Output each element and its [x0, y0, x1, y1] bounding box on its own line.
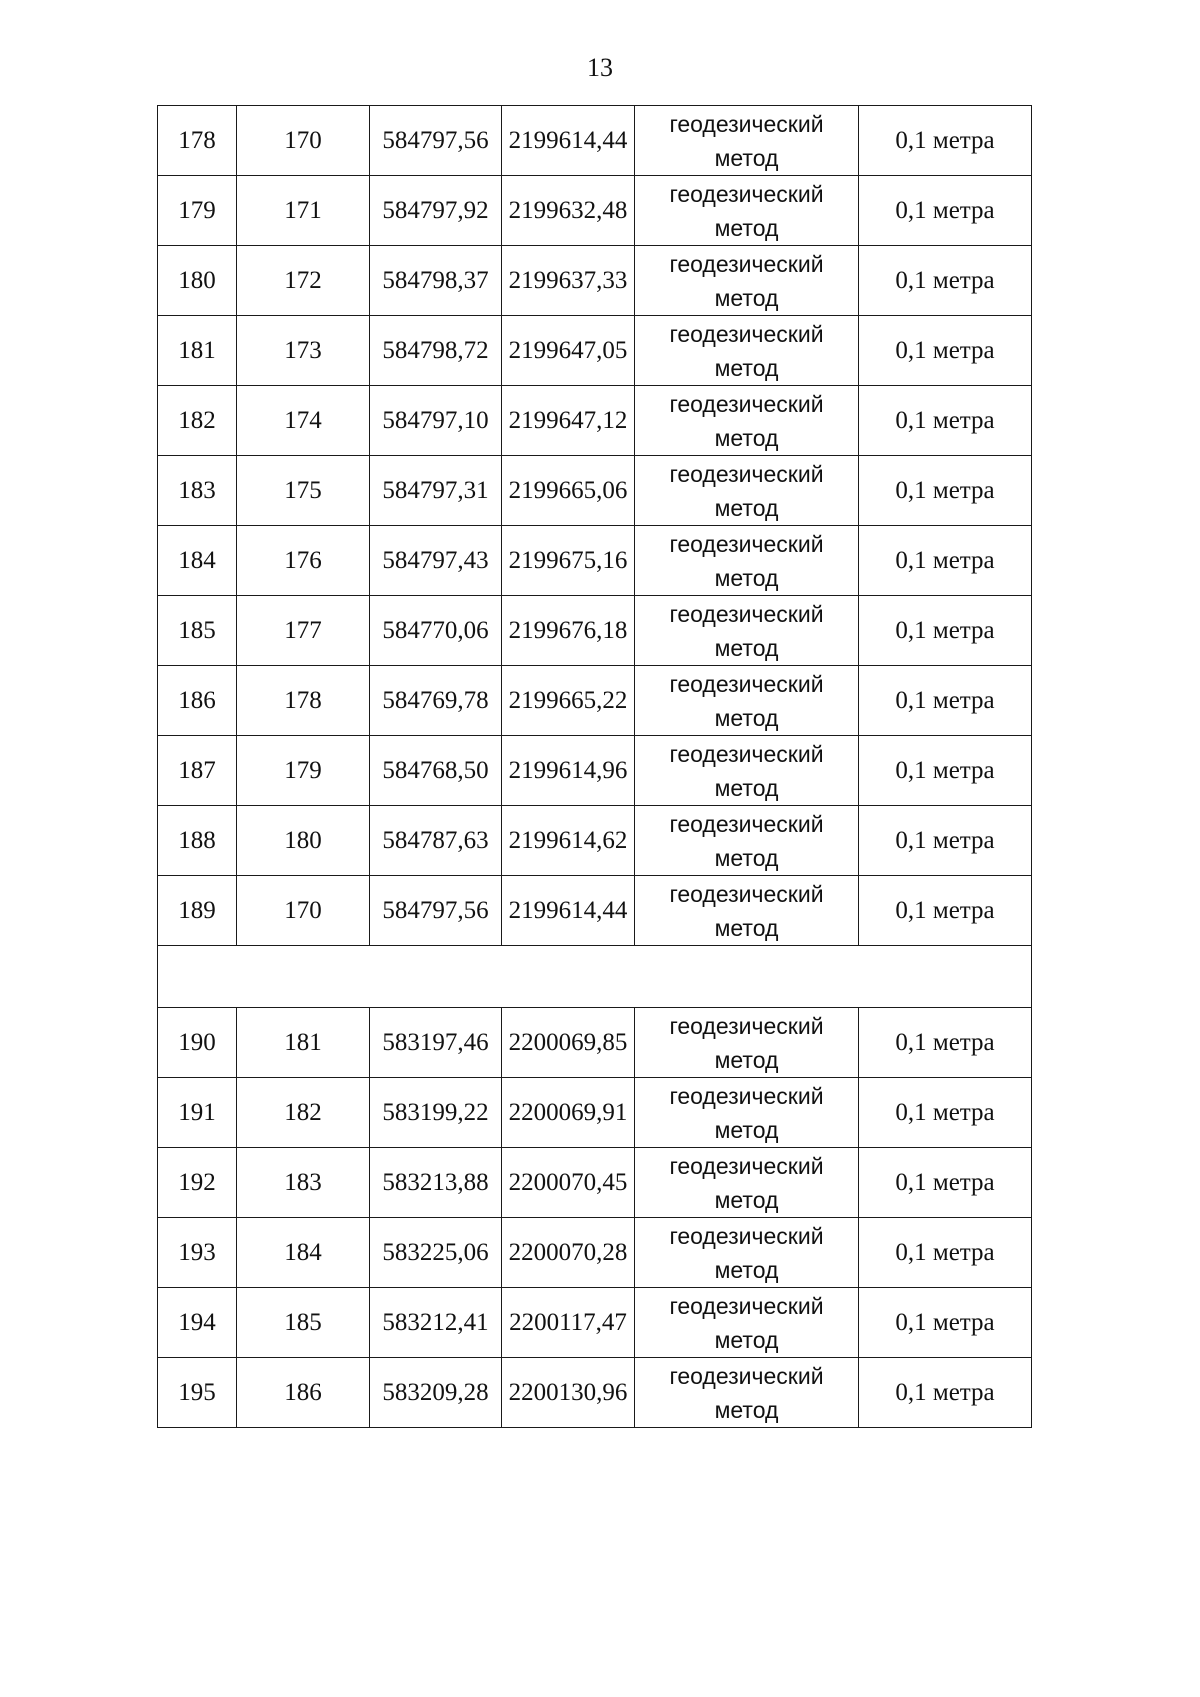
table-row — [158, 1288, 1032, 1358]
method-cell — [635, 1008, 859, 1078]
point-number-cell: 185 — [237, 1288, 370, 1358]
table-row — [158, 1078, 1032, 1148]
table-row — [158, 246, 1032, 316]
table-row — [158, 736, 1032, 806]
x-coordinate-cell: 583225,06 — [370, 1218, 502, 1288]
x-coordinate-cell: 584797,56 — [370, 106, 502, 176]
method-line-1: геодезический — [669, 1292, 824, 1319]
table-row — [158, 1218, 1032, 1288]
method-line-2: метод — [714, 284, 779, 311]
y-coordinate-cell: 2199614,62 — [502, 806, 635, 876]
table-row — [158, 1148, 1032, 1218]
method-line-2: метод — [714, 1046, 779, 1073]
accuracy-cell: 0,1 метра — [859, 386, 1032, 456]
x-coordinate-cell: 583199,22 — [370, 1078, 502, 1148]
method-cell — [635, 1288, 859, 1358]
x-coordinate-cell: 583209,28 — [370, 1358, 502, 1428]
method-cell — [635, 176, 859, 246]
x-coordinate-cell: 584768,50 — [370, 736, 502, 806]
x-coordinate-cell: 584797,92 — [370, 176, 502, 246]
row-number-cell: 184 — [158, 526, 237, 596]
method-cell — [635, 1078, 859, 1148]
row-number-cell: 180 — [158, 246, 237, 316]
point-number-cell: 183 — [237, 1148, 370, 1218]
method-line-1: геодезический — [669, 250, 824, 277]
table-row — [158, 386, 1032, 456]
method-cell — [635, 386, 859, 456]
method-line-2: метод — [714, 634, 779, 661]
point-number-cell: 176 — [237, 526, 370, 596]
row-number-cell: 194 — [158, 1288, 237, 1358]
accuracy-cell: 0,1 метра — [859, 526, 1032, 596]
accuracy-cell: 0,1 метра — [859, 596, 1032, 666]
table-row — [158, 1008, 1032, 1078]
point-number-cell: 178 — [237, 666, 370, 736]
y-coordinate-cell: 2199614,44 — [502, 876, 635, 946]
y-coordinate-cell: 2200069,91 — [502, 1078, 635, 1148]
point-number-cell: 175 — [237, 456, 370, 526]
x-coordinate-cell: 583213,88 — [370, 1148, 502, 1218]
method-line-1: геодезический — [669, 1012, 824, 1039]
method-line-2: метод — [714, 1326, 779, 1353]
y-coordinate-cell: 2200069,85 — [502, 1008, 635, 1078]
method-line-2: метод — [714, 214, 779, 241]
point-number-cell: 181 — [237, 1008, 370, 1078]
separator-cell — [158, 946, 1032, 1008]
point-number-cell: 170 — [237, 106, 370, 176]
method-line-2: метод — [714, 1396, 779, 1423]
accuracy-cell: 0,1 метра — [859, 1008, 1032, 1078]
row-number-cell: 195 — [158, 1358, 237, 1428]
method-line-1: геодезический — [669, 390, 824, 417]
point-number-cell: 179 — [237, 736, 370, 806]
table-row — [158, 1358, 1032, 1428]
point-number-cell: 174 — [237, 386, 370, 456]
table-row — [158, 666, 1032, 736]
row-number-cell: 178 — [158, 106, 237, 176]
accuracy-cell: 0,1 метра — [859, 106, 1032, 176]
method-line-2: метод — [714, 1116, 779, 1143]
x-coordinate-cell: 584797,56 — [370, 876, 502, 946]
point-number-cell: 184 — [237, 1218, 370, 1288]
method-cell — [635, 666, 859, 736]
point-number-cell: 180 — [237, 806, 370, 876]
y-coordinate-cell: 2199632,48 — [502, 176, 635, 246]
accuracy-cell: 0,1 метра — [859, 1218, 1032, 1288]
method-cell — [635, 736, 859, 806]
accuracy-cell: 0,1 метра — [859, 176, 1032, 246]
y-coordinate-cell: 2199647,05 — [502, 316, 635, 386]
method-line-2: метод — [714, 1256, 779, 1283]
method-line-2: метод — [714, 844, 779, 871]
y-coordinate-cell: 2199614,96 — [502, 736, 635, 806]
method-line-2: метод — [714, 1186, 779, 1213]
x-coordinate-cell: 584797,43 — [370, 526, 502, 596]
method-cell — [635, 876, 859, 946]
method-line-1: геодезический — [669, 600, 824, 627]
x-coordinate-cell: 584798,37 — [370, 246, 502, 316]
x-coordinate-cell: 583197,46 — [370, 1008, 502, 1078]
point-number-cell: 182 — [237, 1078, 370, 1148]
table-row — [158, 316, 1032, 386]
y-coordinate-cell: 2199676,18 — [502, 596, 635, 666]
method-cell — [635, 1218, 859, 1288]
table-row — [158, 596, 1032, 666]
method-cell — [635, 1148, 859, 1218]
method-cell — [635, 316, 859, 386]
method-line-1: геодезический — [669, 320, 824, 347]
method-line-1: геодезический — [669, 530, 824, 557]
accuracy-cell: 0,1 метра — [859, 876, 1032, 946]
method-cell — [635, 596, 859, 666]
row-number-cell: 186 — [158, 666, 237, 736]
method-line-1: геодезический — [669, 1152, 824, 1179]
row-number-cell: 189 — [158, 876, 237, 946]
accuracy-cell: 0,1 метра — [859, 736, 1032, 806]
point-number-cell: 173 — [237, 316, 370, 386]
y-coordinate-cell: 2200070,28 — [502, 1218, 635, 1288]
point-number-cell: 171 — [237, 176, 370, 246]
method-cell — [635, 246, 859, 316]
method-line-1: геодезический — [669, 460, 824, 487]
row-number-cell: 182 — [158, 386, 237, 456]
method-line-2: метод — [714, 424, 779, 451]
x-coordinate-cell: 584797,10 — [370, 386, 502, 456]
y-coordinate-cell: 2199614,44 — [502, 106, 635, 176]
table-row — [158, 106, 1032, 176]
row-number-cell: 191 — [158, 1078, 237, 1148]
method-line-2: метод — [714, 564, 779, 591]
row-number-cell: 187 — [158, 736, 237, 806]
y-coordinate-cell: 2200070,45 — [502, 1148, 635, 1218]
row-number-cell: 193 — [158, 1218, 237, 1288]
x-coordinate-cell: 583212,41 — [370, 1288, 502, 1358]
accuracy-cell: 0,1 метра — [859, 246, 1032, 316]
method-line-2: метод — [714, 914, 779, 941]
row-number-cell: 183 — [158, 456, 237, 526]
x-coordinate-cell: 584798,72 — [370, 316, 502, 386]
accuracy-cell: 0,1 метра — [859, 1358, 1032, 1428]
method-line-2: метод — [714, 494, 779, 521]
y-coordinate-cell: 2199647,12 — [502, 386, 635, 456]
separator-row — [158, 946, 1032, 1008]
y-coordinate-cell: 2199675,16 — [502, 526, 635, 596]
accuracy-cell: 0,1 метра — [859, 1148, 1032, 1218]
x-coordinate-cell: 584787,63 — [370, 806, 502, 876]
y-coordinate-cell: 2200117,47 — [502, 1288, 635, 1358]
method-cell — [635, 1358, 859, 1428]
accuracy-cell: 0,1 метра — [859, 1078, 1032, 1148]
method-line-1: геодезический — [669, 180, 824, 207]
method-line-2: метод — [714, 774, 779, 801]
y-coordinate-cell: 2200130,96 — [502, 1358, 635, 1428]
row-number-cell: 181 — [158, 316, 237, 386]
table-row — [158, 526, 1032, 596]
table-row — [158, 876, 1032, 946]
accuracy-cell: 0,1 метра — [859, 666, 1032, 736]
method-line-2: метод — [714, 354, 779, 381]
method-line-1: геодезический — [669, 740, 824, 767]
x-coordinate-cell: 584769,78 — [370, 666, 502, 736]
y-coordinate-cell: 2199637,33 — [502, 246, 635, 316]
method-cell — [635, 456, 859, 526]
accuracy-cell: 0,1 метра — [859, 456, 1032, 526]
method-cell — [635, 526, 859, 596]
table-row — [158, 456, 1032, 526]
row-number-cell: 179 — [158, 176, 237, 246]
method-line-1: геодезический — [669, 810, 824, 837]
accuracy-cell: 0,1 метра — [859, 806, 1032, 876]
row-number-cell: 190 — [158, 1008, 237, 1078]
point-number-cell: 170 — [237, 876, 370, 946]
accuracy-cell: 0,1 метра — [859, 1288, 1032, 1358]
coordinates-table-body — [158, 106, 1032, 1428]
method-cell — [635, 806, 859, 876]
method-line-1: геодезический — [669, 670, 824, 697]
point-number-cell: 186 — [237, 1358, 370, 1428]
point-number-cell: 172 — [237, 246, 370, 316]
y-coordinate-cell: 2199665,06 — [502, 456, 635, 526]
method-line-2: метод — [714, 704, 779, 731]
method-line-1: геодезический — [669, 110, 824, 137]
y-coordinate-cell: 2199665,22 — [502, 666, 635, 736]
row-number-cell: 188 — [158, 806, 237, 876]
method-line-2: метод — [714, 144, 779, 171]
table-row — [158, 806, 1032, 876]
method-line-1: геодезический — [669, 1222, 824, 1249]
method-cell — [635, 106, 859, 176]
row-number-cell: 192 — [158, 1148, 237, 1218]
x-coordinate-cell: 584770,06 — [370, 596, 502, 666]
method-line-1: геодезический — [669, 880, 824, 907]
x-coordinate-cell: 584797,31 — [370, 456, 502, 526]
accuracy-cell: 0,1 метра — [859, 316, 1032, 386]
method-line-1: геодезический — [669, 1362, 824, 1389]
table-row — [158, 176, 1032, 246]
point-number-cell: 177 — [237, 596, 370, 666]
method-line-1: геодезический — [669, 1082, 824, 1109]
row-number-cell: 185 — [158, 596, 237, 666]
coordinates-table — [157, 105, 1032, 1428]
page-number: 13 — [587, 53, 613, 82]
